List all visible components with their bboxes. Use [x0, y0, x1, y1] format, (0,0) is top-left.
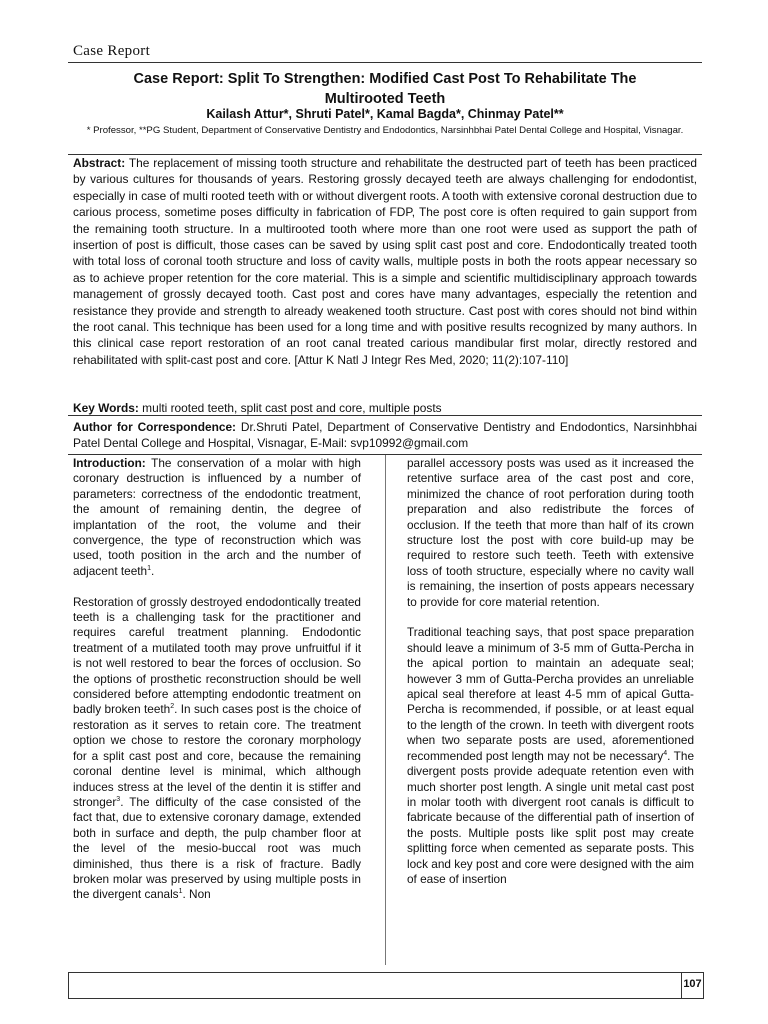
posts-paragraph: parallel accessory posts was used as it increased the retentive surface area of the cast post and core, minimized the chance of root perforation during tooth preparation and also redistribute the forces of occlusion. If the teeth that more than half of its crown structure lost the post with core build-up may be required to restore such teeth. Teeth with extensive loss of tooth structure, especially where no cavity wall is remaining, the insertion of posts appears necessary to provide for core material retention.	[407, 456, 694, 609]
intro-text: The conservation of a molar with high coronary destruction is influenced by a number of parameters: correctness of the endodontic treatment, the amount of remaining dentin, the degree of implantation of the root, the volume and their convergence, the type of reconstruction which was used, tooth position in the arch and the number of adjacent teeth	[73, 456, 361, 578]
correspondence	[73, 419, 697, 452]
citation-ref: 1	[178, 888, 183, 896]
intro-paragraph	[73, 456, 361, 579]
intro-label: Introduction:	[73, 456, 146, 470]
author-list: Kailash Attur*, Shruti Patel*, Kamal Bagda*, Chinmay Patel**	[206, 107, 564, 121]
keywords	[73, 400, 697, 416]
paragraph-text: . The divergent posts provide adequate retention even with much shorter post length. A single unit metal cast post in molar tooth with divergent root canals is difficult to fabricate because of the differential path of insertion of the posts. Multiple posts like split post may create splitting force when cemented as separate posts. This lock and key post and core were designed with the aim of ease of insertion	[407, 748, 695, 886]
citation-ref: 4	[663, 749, 668, 757]
header-rule	[68, 62, 702, 63]
citation-ref: 1	[147, 564, 152, 572]
author-affiliation: * Professor, **PG Student, Department of Conservative Dentistry and Endodontics, Narsinhbhai Patel Dental College and Hospital, Visnagar.	[86, 125, 684, 136]
title-line-2: Multirooted Teeth	[324, 91, 446, 107]
restoration-paragraph	[73, 595, 361, 903]
citation-ref: 2	[170, 703, 175, 711]
left-column	[73, 456, 361, 903]
correspondence-label: Author for Correspondence:	[73, 420, 237, 434]
paragraph-text: Restoration of grossly destroyed endodontically treated teeth is a challenging task for the practitioner and requires careful treatment planning. Endodontic treatment of a mutilated tooth may prove unfruitful if it is not well restored to bear the forces of occlusion. So the options of prosthetic reconstruction should be well considered before attempting endodontic treatment on badly broken teeth	[73, 594, 361, 717]
keywords-text: multi rooted teeth, split cast post and core, multiple posts	[142, 401, 442, 415]
abstract-label: Abstract:	[73, 156, 126, 170]
gutta-percha-paragraph	[407, 625, 694, 887]
abstract	[73, 155, 697, 368]
abstract-text: The replacement of missing tooth structure and rehabilitate the destructed part of teeth has been practiced by various cultures for thousands of years. Restoring grossly decayed teeth are always challenging for endodontist, especially in case of multi rooted teeth with or without divergent roots. A tooth with extensive coronal destruction due to carious process, sometime poses difficulty in fabrication of FDP, The post core is often required to gain support from the remaining tooth structure. In a multirooted tooth where more than one root were used as support the path of insertion of post is difficult, those cases can be saved by using split cast post and core. Endodontically treated tooth with total loss of coronal tooth structure and loss of cavity walls, multiple posts in both the roots appear necessary so as to achieve proper retention for the core material. This is a simple and scientific multidisciplinary approach towards management of grossly decayed tooth. Cast post and cores have many advantages, especially the retention and resistance they provide and strength to already weakened tooth structure. Cast post with cores should not bind within the root canal. This technique has been used for a long time and with positive results recognized by many authors. In this clinical case report restoration of an root canal treated carious mandibular first molar, directly restored and rehabilitated with split-cast post and core. [Attur K Natl J Integr Res Med, 2020; 11(2):107-110]	[73, 156, 697, 367]
running-header: Case Report	[73, 43, 151, 59]
paragraph-text: . In such cases post is the choice of restoration as it serves to retain core. The treatment option we chose to restore the coronary morphology for a split cast post and core, because the remaining coronal dentine level is minimal, which although induces stress at the level of the dentin it is stiffer and stronger	[73, 702, 361, 809]
paragraph-text: Traditional teaching says, that post space preparation should leave a minimum of 3-5 mm of Gutta-Percha in the apical portion to maintain an adequate seal; however 3 mm of Gutta-Percha provides an unreliable apical seal therefore at least 4-5 mm of apical Gutta-Percha is recommended, if possible, or at least equal to the length of the crown. In teeth with divergent roots when two separate posts are used, aforementioned recommended post length may not be necessary	[407, 625, 694, 763]
column-divider	[385, 455, 386, 965]
paragraph-text: . Non	[182, 887, 211, 902]
right-column	[407, 456, 694, 887]
citation-ref: 3	[116, 795, 121, 803]
footer-box	[68, 972, 704, 999]
intro-text-end: .	[151, 563, 155, 578]
title-line-1: Case Report: Split To Strengthen: Modified Cast Post To Rehabilitate The	[133, 71, 637, 87]
article-title	[68, 69, 702, 109]
paragraph-text: . The difficulty of the case consisted of the fact that, due to extensive coronary damage, extended both in surface and depth, the pulp chamber floor at the level of the mesio-buccal root was much diminished, thus there is a risk of fracture. Badly broken molar was preserved by using multiple posts in the divergent canals	[73, 794, 361, 902]
correspondence-text: Dr.Shruti Patel, Department of Conservative Dentistry and Endodontics, Narsinhbhai Patel Dental College and Hospital, Visnagar, E-Mail: svp10992@gmail.com	[73, 420, 698, 451]
keywords-label: Key Words:	[73, 401, 139, 415]
page-number: 107	[683, 978, 702, 990]
